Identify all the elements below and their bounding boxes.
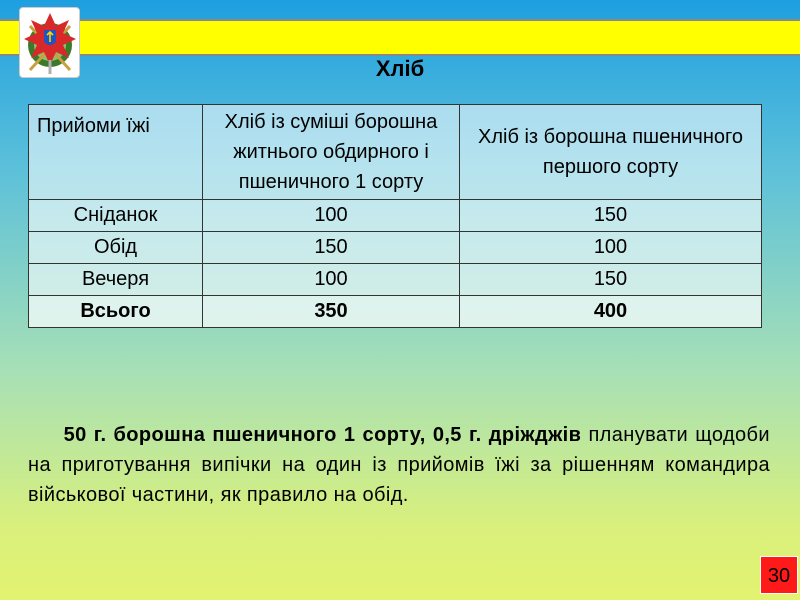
note-bold: 50 г. борошна пшеничного 1 сорту, 0,5 г. дріжджів (63, 424, 582, 446)
table-row (29, 232, 762, 264)
note-rest: планувати щодоби на приготування випічки на один із прийомів їжі за рішенням командира військової частини, як правило на обід. (28, 424, 770, 506)
table-header-row (29, 105, 762, 200)
cell-value: 150 (460, 200, 762, 232)
header-meal: Прийоми їжі (29, 105, 203, 200)
page-number: 30 (760, 556, 798, 594)
header-bread-rye-wheat: Хліб із суміші борошна житнього обдирного і пшеничного 1 сорту (203, 105, 460, 200)
cell-value: 100 (203, 200, 460, 232)
cell-total-label: Всього (29, 296, 203, 328)
cell-meal: Сніданок (29, 200, 203, 232)
slide-title: Хліб (375, 56, 425, 81)
table-row (29, 264, 762, 296)
top-banner (0, 19, 800, 56)
ration-table (28, 104, 762, 328)
table-row (29, 200, 762, 232)
cell-total-value: 400 (460, 296, 762, 328)
cell-value: 150 (203, 232, 460, 264)
cell-meal: Обід (29, 232, 203, 264)
cell-value: 100 (203, 264, 460, 296)
cell-value: 150 (460, 264, 762, 296)
header-bread-wheat: Хліб із борошна пшеничного першого сорту (460, 105, 762, 200)
cell-value: 100 (460, 232, 762, 264)
cell-total-value: 350 (203, 296, 460, 328)
table-total-row (29, 296, 762, 328)
cell-meal: Вечеря (29, 264, 203, 296)
note-paragraph (28, 420, 770, 510)
